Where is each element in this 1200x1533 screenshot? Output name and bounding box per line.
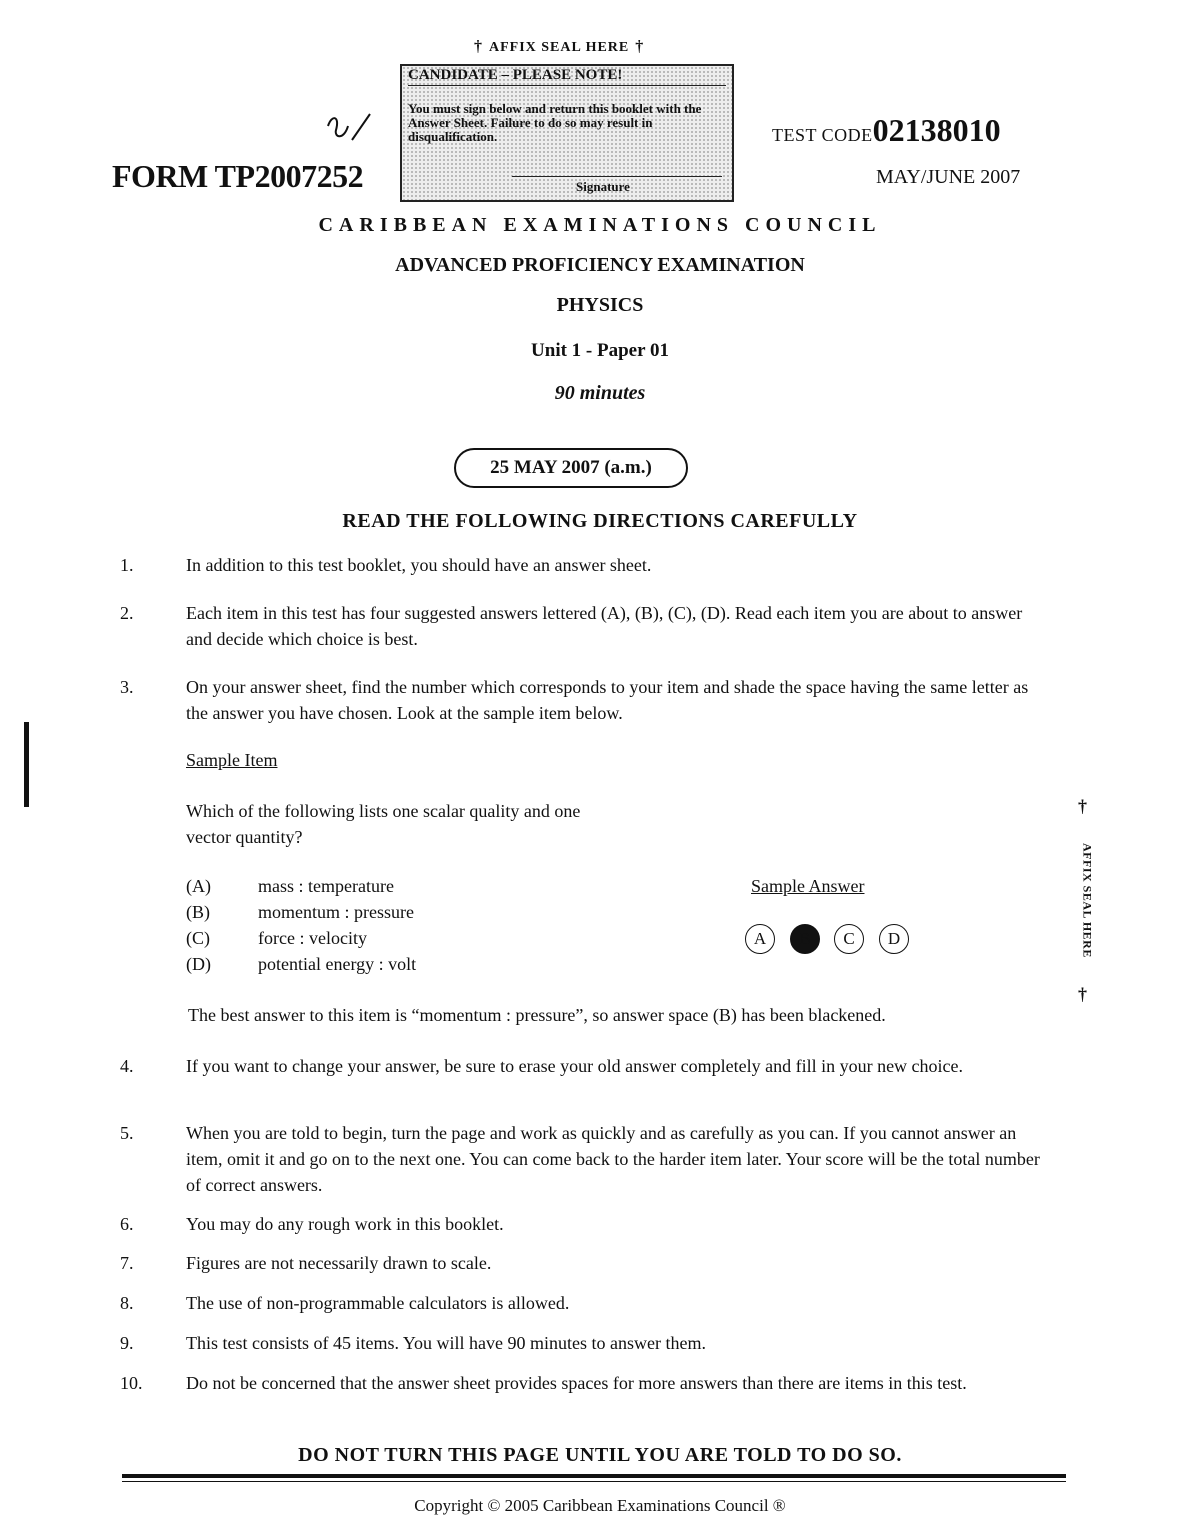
directions-heading: READ THE FOLLOWING DIRECTIONS CAREFULLY <box>342 510 858 532</box>
direction-text: If you want to change your answer, be sure to erase your old answer completely and fill in your new choice. <box>186 1056 964 1076</box>
footer-rule <box>122 1474 1066 1478</box>
pin-icon: † <box>474 38 483 55</box>
copyright-notice: Copyright © 2005 Caribbean Examinations Council ® <box>414 1496 786 1515</box>
sample-question: Which of the following lists one scalar quality and one vector quantity? <box>186 801 581 847</box>
option-letter: (B) <box>186 902 210 922</box>
exam-duration: 90 minutes <box>554 382 646 404</box>
subject-name: PHYSICS <box>556 294 644 316</box>
direction-number: 6. <box>120 1214 134 1234</box>
sample-explanation: The best answer to this item is “momentum : pressure”, so answer space (B) has been blackened. <box>188 1005 886 1025</box>
direction-text: In addition to this test booklet, you should have an answer sheet. <box>186 555 652 575</box>
notice-title: CANDIDATE – PLEASE NOTE! <box>408 68 726 86</box>
exam-date: 25 MAY 2007 (a.m.) <box>454 448 688 488</box>
answer-bubble-a[interactable]: A <box>745 924 775 954</box>
direction-text: The use of non-programmable calculators is allowed. <box>186 1293 570 1313</box>
signature-label: Signature <box>576 179 630 194</box>
footer-rule <box>122 1481 1066 1482</box>
affix-seal-text: AFFIX SEAL HERE <box>489 40 630 55</box>
option-text: force : velocity <box>258 928 367 948</box>
answer-bubble-c[interactable]: C <box>834 924 864 954</box>
direction-text: Each item in this test has four suggested answers lettered (A), (B), (C), (D). Read each item you are about to answer and decide which choice is best. <box>186 603 1023 649</box>
sample-item-title: Sample Item <box>186 750 278 770</box>
direction-text: On your answer sheet, find the number which corresponds to your item and shade the space having the same letter as the answer you have chosen. Look at the sample item below. <box>186 677 1029 723</box>
option-text: momentum : pressure <box>258 902 414 922</box>
direction-text: This test consists of 45 items. You will have 90 minutes to answer them. <box>186 1333 706 1353</box>
direction-number: 5. <box>120 1123 134 1143</box>
direction-number: 1. <box>120 555 134 575</box>
option-text: potential energy : volt <box>258 954 417 974</box>
direction-number: 3. <box>120 677 134 697</box>
handwritten-mark <box>322 106 378 150</box>
pin-icon: † <box>1078 984 1087 1004</box>
exam-session: MAY/JUNE 2007 <box>876 166 1021 188</box>
side-affix-seal-label: AFFIX SEAL HERE <box>1080 842 1095 958</box>
direction-number: 2. <box>120 603 134 623</box>
pin-icon: † <box>1078 796 1087 816</box>
signature-line[interactable] <box>512 176 722 177</box>
test-code <box>772 112 1001 149</box>
test-code-value: 02138010 <box>872 112 1001 148</box>
affix-seal-label <box>468 38 650 56</box>
notice-text: You must sign below and return this booklet with the Answer Sheet. Failure to do so may result in disqualification. <box>408 101 702 144</box>
margin-mark <box>24 722 29 807</box>
option-letter: (A) <box>186 876 211 896</box>
exam-name: ADVANCED PROFICIENCY EXAMINATION <box>395 254 805 276</box>
sample-answer-label: Sample Answer <box>751 876 865 896</box>
do-not-turn-warning: DO NOT TURN THIS PAGE UNTIL YOU ARE TOLD TO DO SO. <box>298 1444 902 1466</box>
direction-number: 10. <box>120 1373 143 1393</box>
direction-text: Figures are not necessarily drawn to scale. <box>186 1253 492 1273</box>
direction-number: 8. <box>120 1293 134 1313</box>
candidate-notice-box <box>400 64 734 202</box>
pin-icon: † <box>635 38 645 55</box>
form-number: FORM TP2007252 <box>112 158 364 194</box>
direction-number: 4. <box>120 1056 134 1076</box>
option-letter: (D) <box>186 954 211 974</box>
answer-bubble-b[interactable]: B <box>790 924 820 954</box>
direction-text: When you are told to begin, turn the page and work as quickly and as carefully as you can. If you cannot answer an item, omit it and go on to the next one. You can come back to the harder item later. Your score will be the total number of correct answers. <box>186 1123 1040 1195</box>
test-code-label: TEST CODE <box>772 125 873 145</box>
direction-text: You may do any rough work in this booklet. <box>186 1214 504 1234</box>
direction-number: 7. <box>120 1253 134 1273</box>
direction-text: Do not be concerned that the answer sheet provides spaces for more answers than there are items in this test. <box>186 1373 967 1393</box>
council-name: CARIBBEAN EXAMINATIONS COUNCIL <box>318 214 882 236</box>
direction-number: 9. <box>120 1333 134 1353</box>
unit-paper: Unit 1 - Paper 01 <box>531 340 669 361</box>
answer-bubble-d[interactable]: D <box>879 924 909 954</box>
option-text: mass : temperature <box>258 876 394 896</box>
option-letter: (C) <box>186 928 210 948</box>
